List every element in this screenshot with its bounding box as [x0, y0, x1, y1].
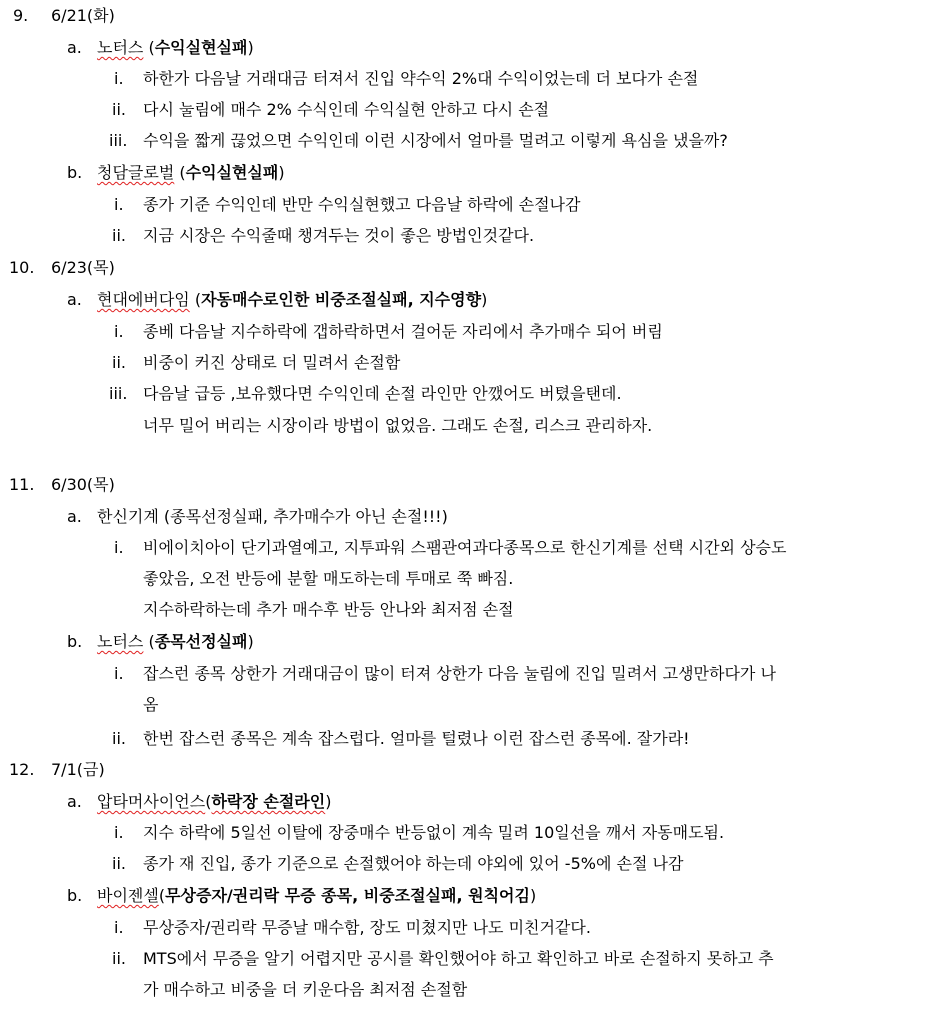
entry-date: 6/23(목): [51, 258, 115, 277]
item-letter: a.: [67, 38, 82, 57]
sub-number: i.: [114, 195, 124, 214]
entry-number: 10.: [9, 258, 35, 277]
item-tag: 무상증자/권리락 무증 종목, 비중조절실패, 원칙어김: [165, 886, 530, 905]
sub-number: iii.: [109, 131, 128, 150]
sub-number: i.: [114, 823, 124, 842]
sub-text: 무상증자/권리락 무증날 매수함, 장도 미쳤지만 나도 미친거같다.: [143, 918, 591, 937]
item-heading: 현대에버다임 (자동매수로인한 비중조절실패, 지수영향): [97, 290, 488, 309]
sub-text: 다시 눌림에 매수 2% 수식인데 수익실현 안하고 다시 손절: [143, 100, 550, 119]
item-heading: [97, 509, 448, 525]
sub-text: 비중이 커진 상태로 더 밀려서 손절함: [143, 353, 401, 372]
sub-text-continued: 좋았음, 오전 반등에 분할 매도하는데 투매로 쭉 빠짐.: [143, 569, 514, 588]
stock-name: 바이젠셀: [97, 886, 159, 905]
stock-name: 노터스: [97, 632, 144, 651]
item-letter: a.: [67, 290, 82, 309]
sub-text: 수익을 짧게 끊었으면 수익인데 이런 시장에서 얼마를 멀려고 이렇게 욕심을 냈을까?: [143, 131, 728, 150]
sub-number: ii.: [112, 100, 126, 119]
sub-number: ii.: [112, 949, 126, 968]
sub-text: 지수 하락에 5일선 이탈에 장중매수 반등없이 계속 밀려 10일선을 깨서 자동매도됨.: [143, 823, 725, 842]
sub-text: 종가 재 진입, 종가 기준으로 손절했어야 하는데 야외에 있어 -5%에 손절 나감: [143, 854, 684, 873]
stock-name: 노터스: [97, 38, 144, 57]
item-letter: b.: [67, 632, 83, 651]
item-tag: 종목선정실패: [154, 632, 248, 651]
stock-name: 청담글로벌: [97, 163, 175, 182]
item-tag: 수익실현실패: [185, 163, 279, 182]
item-tag: 수익실현실패: [154, 38, 248, 57]
item-tag: 하락장 손절라인: [211, 792, 326, 811]
sub-number: i.: [114, 322, 124, 341]
entry-number: 12.: [9, 760, 35, 779]
sub-number: ii.: [112, 729, 126, 748]
item-letter: a.: [67, 792, 82, 811]
sub-text: MTS에서 무증을 알기 어렵지만 공시를 확인했어야 하고 확인하고 바로 손절하지 못하고 추: [143, 949, 774, 968]
item-tag: (종목선정실패, 추가매수가 아닌 손절!!!): [163, 507, 448, 526]
item-heading: 청담글로벌 (수익실현실패): [97, 163, 285, 182]
item-letter: b.: [67, 163, 83, 182]
sub-text: 잡스런 종목 상한가 거래대금이 많이 터져 상한가 다음 눌림에 진입 밀려서 고생만하다가 나: [143, 664, 776, 683]
sub-number: i.: [114, 664, 124, 683]
entry-date: 6/30(목): [51, 475, 115, 494]
entry-date: 7/1(금): [51, 760, 105, 779]
item-letter: a.: [67, 507, 82, 526]
item-tag: 자동매수로인한 비중조절실패, 지수영향: [201, 290, 482, 309]
sub-number: i.: [114, 918, 124, 937]
sub-text: 하한가 다음날 거래대금 터져서 진입 약수익 2%대 수익이었는데 더 보다가 손절: [143, 69, 699, 88]
sub-number: ii.: [112, 353, 126, 372]
stock-name: 압타머사이언스: [97, 792, 206, 811]
stock-name: 현대에버다임: [97, 290, 190, 309]
sub-number: i.: [114, 538, 124, 557]
sub-text-continued: 너무 밀어 버리는 시장이라 방법이 없었음. 그래도 손절, 리스크 관리하자.: [143, 416, 653, 435]
item-heading: 압타머사이언스(하락장 손절라인): [97, 792, 332, 811]
item-letter: b.: [67, 886, 83, 905]
entry-number: 11.: [9, 475, 35, 494]
sub-number: ii.: [112, 226, 126, 245]
item-heading: 노터스 (종목선정실패): [97, 632, 254, 651]
sub-text: 다음날 급등 ,보유했다면 수익인데 손절 라인만 안깼어도 버텼을탠데.: [143, 384, 622, 403]
sub-text: 지금 시장은 수익줄때 챙겨두는 것이 좋은 방법인것같다.: [143, 226, 535, 245]
sub-text: 한번 잡스런 종목은 계속 잡스럽다. 얼마를 털렸나 이런 잡스런 종목에. 잘가라!: [143, 729, 690, 748]
item-heading: 노터스 (수익실현실패): [97, 38, 254, 57]
entry-number: 9.: [13, 6, 29, 25]
sub-text: 종베 다음날 지수하락에 갭하락하면서 걸어둔 자리에서 추가매수 되어 버림: [143, 322, 663, 341]
sub-text: 비에이치아이 단기과열예고, 지투파워 스팸관여과다종목으로 한신기계를 선택 시간외 상승도: [143, 538, 787, 557]
item-heading: 바이젠셀(무상증자/권리락 무증 종목, 비중조절실패, 원칙어김): [97, 886, 537, 905]
stock-name: 한신기계: [97, 507, 159, 526]
sub-number: i.: [114, 69, 124, 88]
sub-text-continued: 가 매수하고 비중을 더 키운다음 최저점 손절함: [143, 980, 468, 999]
sub-text-continued: 지수하락하는데 추가 매수후 반등 안나와 최저점 손절: [143, 600, 514, 619]
sub-text: 종가 기준 수익인데 반만 수익실현했고 다음날 하락에 손절나감: [143, 195, 581, 214]
sub-number: ii.: [112, 854, 126, 873]
sub-number: iii.: [109, 384, 128, 403]
sub-text-continued: 옴: [143, 695, 159, 714]
entry-date: 6/21(화): [51, 6, 115, 25]
